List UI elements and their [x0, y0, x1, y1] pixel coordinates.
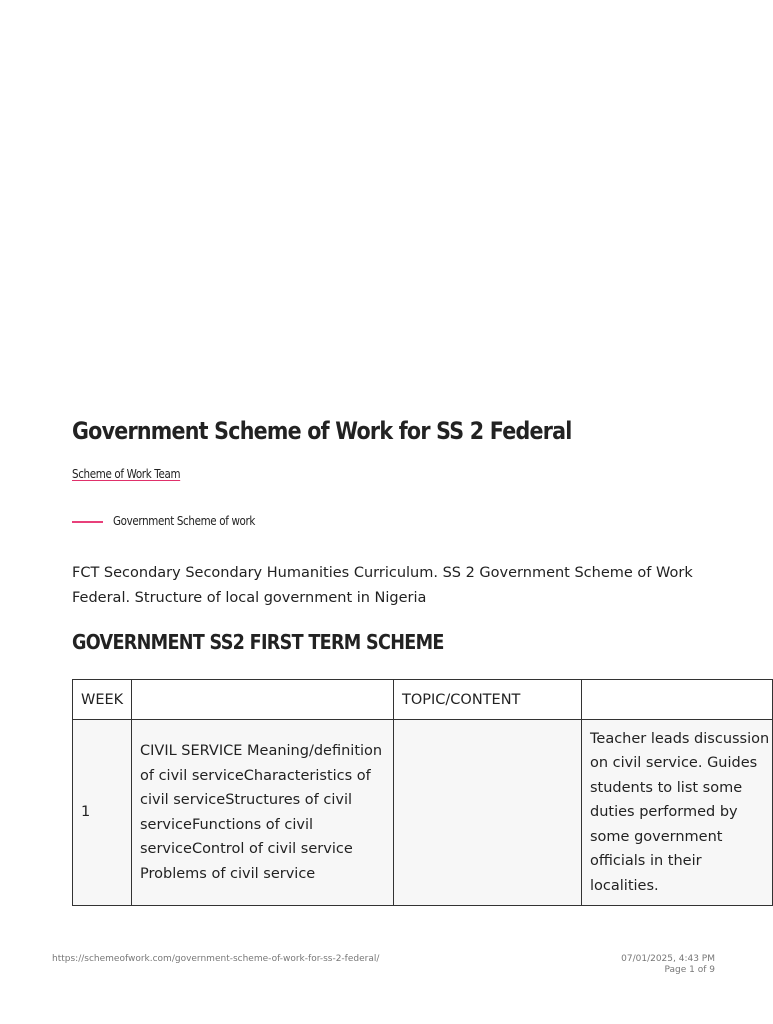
section-heading: GOVERNMENT SS2 FIRST TERM SCHEME [72, 630, 444, 654]
table-header-row [73, 680, 773, 720]
footer-meta [621, 954, 715, 976]
table-header-content: TOPIC/CONTENT [394, 680, 582, 720]
table-header-week: WEEK [73, 680, 132, 720]
category-accent-line [72, 521, 103, 523]
intro-paragraph: FCT Secondary Secondary Humanities Curriculum. SS 2 Government Scheme of Work Federal. Structure of local government in Nigeria [72, 565, 693, 606]
topic-cell: CIVIL SERVICE Meaning/definition of civil serviceCharacteristics of civil serviceStructures of civil serviceFunctions of civil serviceControl of civil service Problems of civil service [132, 720, 394, 906]
author-link[interactable]: Scheme of Work Team [72, 467, 181, 481]
week-cell: 1 [73, 720, 132, 906]
footer-datetime: 07/01/2025, 4:43 PM [621, 954, 715, 964]
footer-page-number: Page 1 of 9 [664, 965, 715, 975]
content-cell [394, 720, 582, 906]
scheme-table [72, 679, 773, 906]
footer-url: https://schemeofwork.com/government-scheme-of-work-for-ss-2-federal/ [52, 954, 380, 964]
table-header-activity [582, 680, 773, 720]
scheme-table-container [72, 679, 770, 909]
table-row [73, 720, 773, 906]
category-link[interactable]: Government Scheme of work [113, 514, 256, 528]
table-header-topic [132, 680, 394, 720]
activity-cell: Teacher leads discussion on civil service. Guides students to list some duties performed by some government officials in their localities. [582, 720, 773, 906]
page-title: Government Scheme of Work for SS 2 Federal [72, 417, 572, 445]
